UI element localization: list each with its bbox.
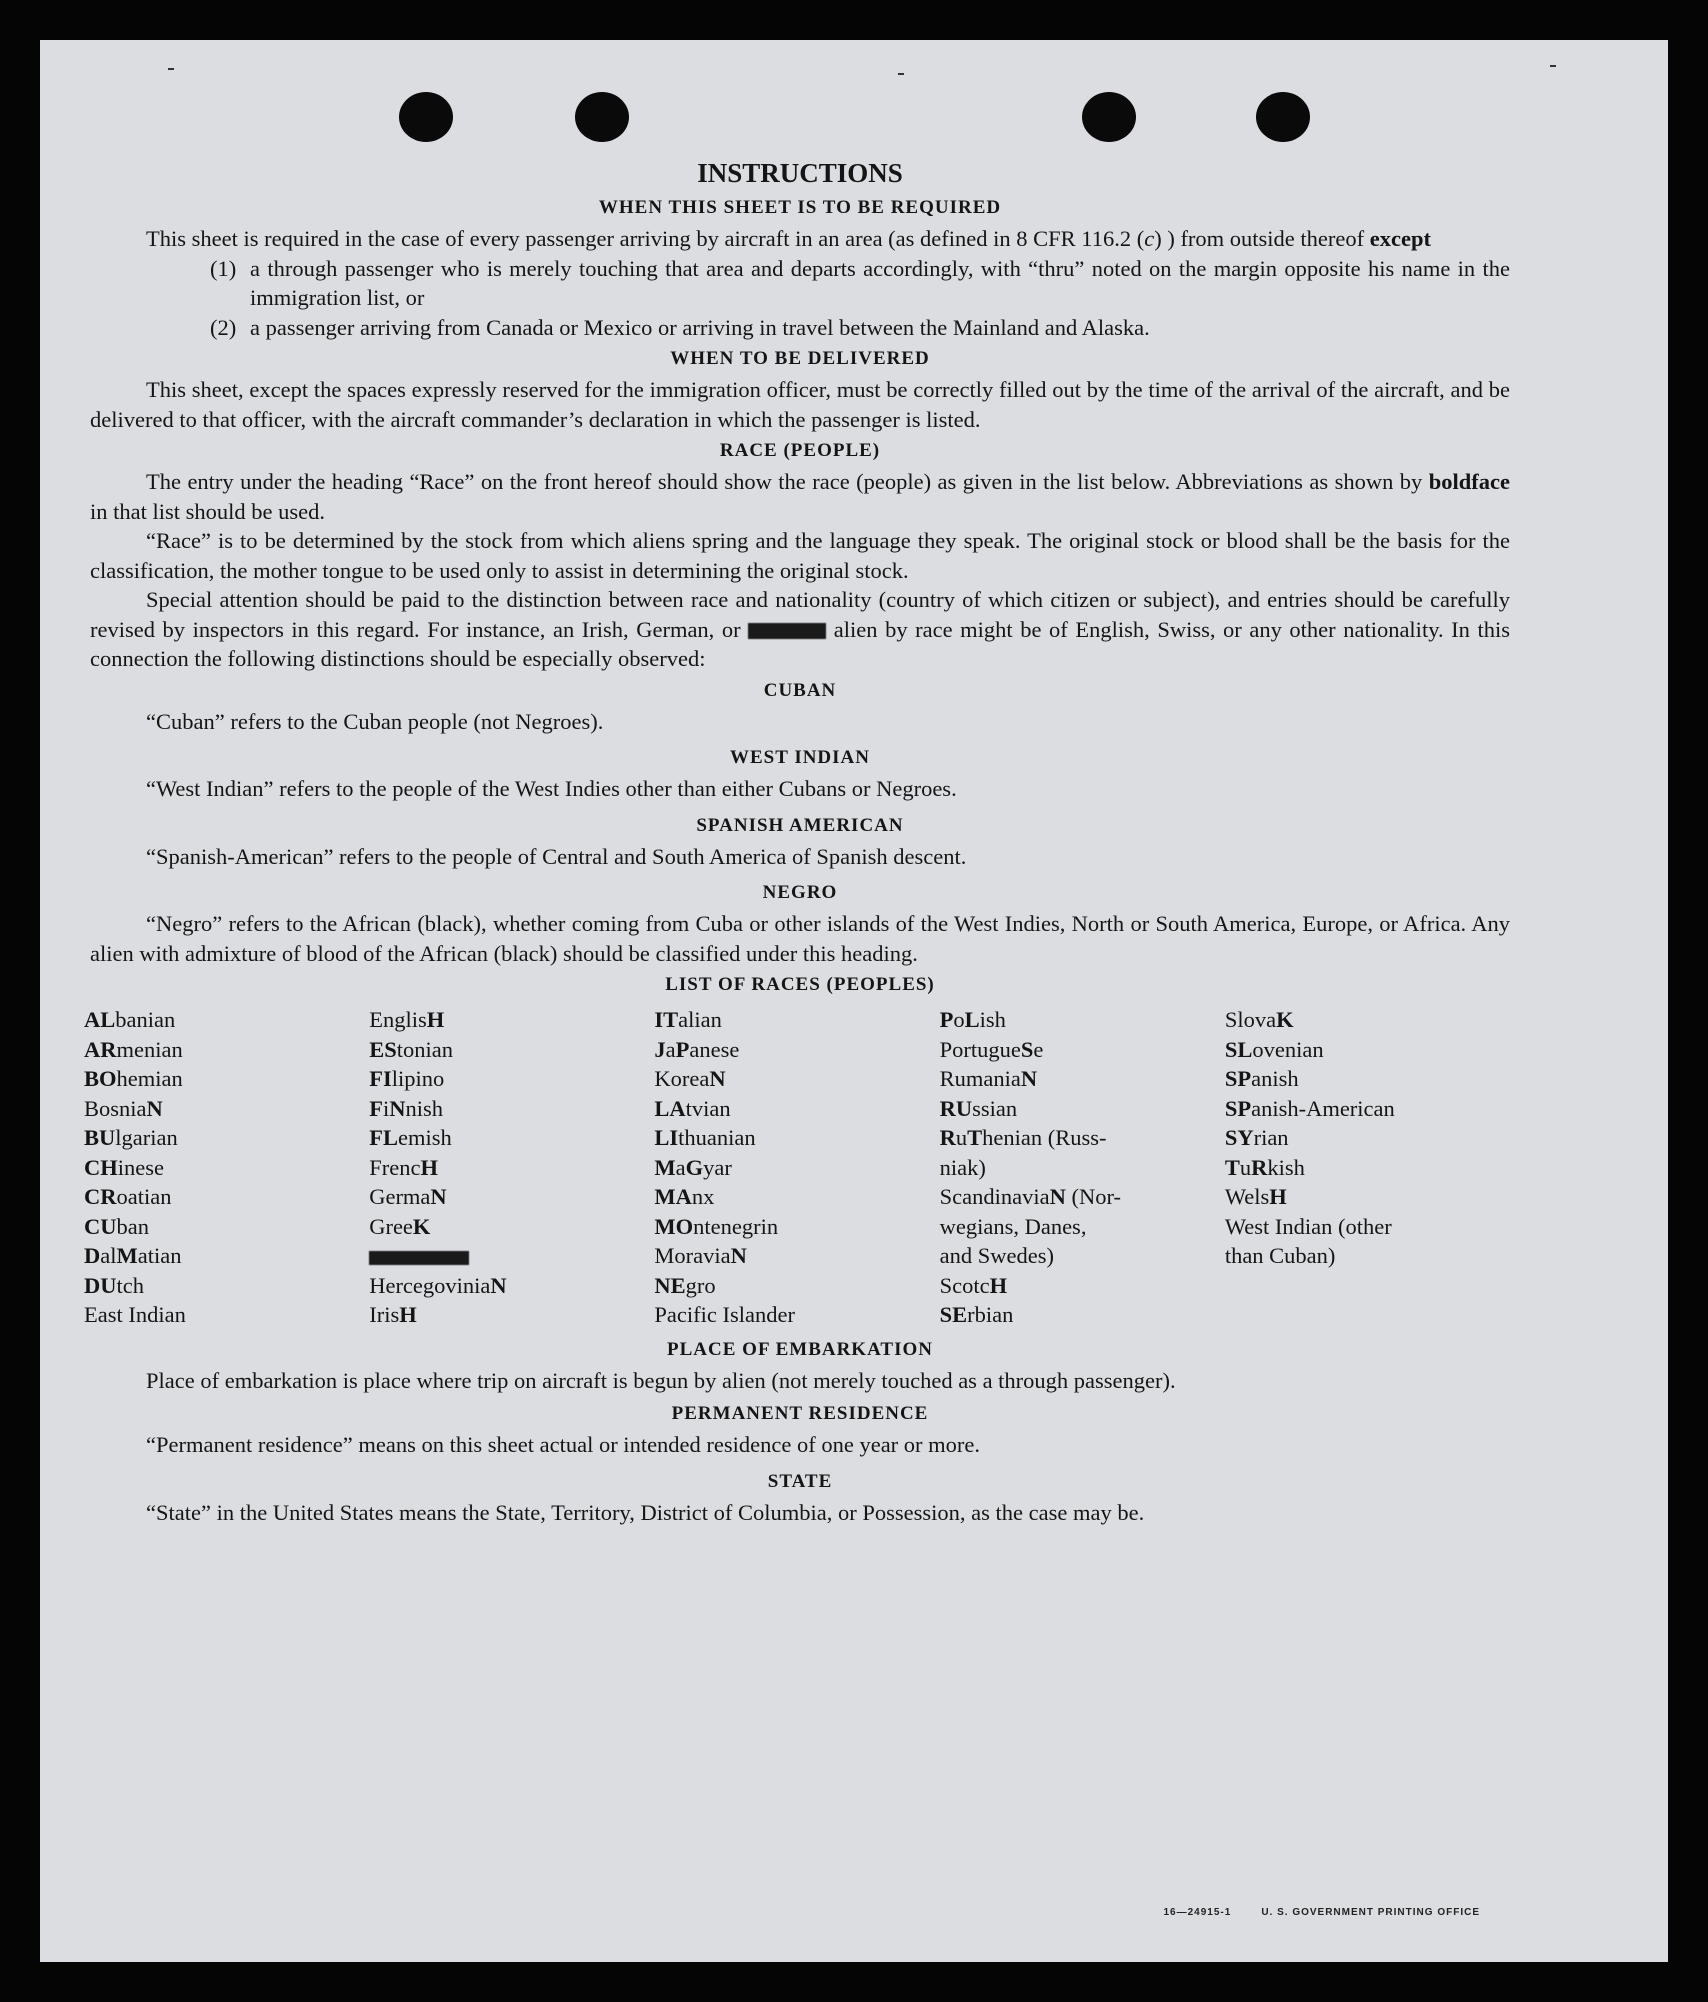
race-entry: FLemish: [369, 1125, 452, 1150]
section-heading-delivered: WHEN TO BE DELIVERED: [670, 348, 930, 369]
race-entry: JaPanese: [654, 1036, 740, 1062]
race-entry: IrisH: [369, 1302, 417, 1327]
race-entry: HercegoviniaN: [369, 1272, 507, 1298]
race-entry: East Indian: [84, 1302, 186, 1327]
race-paragraph: The entry under the heading “Race” on the front hereof should show the race (people) as given in the list below. Abbreviations as shown by boldface in that list should be used.: [90, 469, 1510, 524]
speck: [168, 68, 174, 70]
race-paragraph: Special attention should be paid to the distinction between race and nationality (country of which citizen or subject), and entries should be carefully revised by inspectors in this regard. For instance, an Irish, German, or alien by race might be of English, Swiss, or any other nationality. In this connection the following distinctions should be especially observed:: [90, 587, 1510, 671]
redaction-mark: [369, 1251, 469, 1265]
definition-text: “West Indian” refers to the people of the West Indies other than either Cubans or Negroes.: [146, 776, 957, 801]
race-entry: SYrian: [1224, 1125, 1289, 1150]
race-entry: RUssian: [939, 1095, 1018, 1121]
speck: [1550, 65, 1556, 67]
definition-heading: SPANISH AMERICAN: [696, 814, 904, 836]
section-heading-required: WHEN THIS SHEET IS TO BE REQUIRED: [598, 197, 1002, 218]
race-entry: DalMatian: [84, 1243, 182, 1268]
race-entry: ARmenian: [84, 1036, 183, 1062]
punch-hole: [1082, 92, 1136, 142]
state-paragraph: “State” in the United States means the State, Territory, District of Columbia, or Possession, as the case may be.: [146, 1499, 1145, 1525]
exception-item: (2) a passenger arriving from Canada or Mexico or arriving in travel between the Mainland and Alaska.: [210, 314, 1150, 340]
definition-heading: NEGRO: [762, 882, 838, 903]
race-entry: ALbanian: [84, 1007, 176, 1032]
race-entry: CRoatian: [84, 1184, 172, 1209]
section-heading-state: STATE: [767, 1470, 833, 1492]
race-entry: Pacific Islander: [654, 1302, 795, 1327]
race-entry: DUtch: [84, 1272, 144, 1298]
race-column: [1225, 1005, 1510, 1330]
race-entry: CUban: [84, 1213, 149, 1239]
definition-heading: WEST INDIAN: [730, 747, 870, 768]
race-column: [84, 1005, 369, 1330]
document-page: [40, 40, 1668, 1962]
race-entry: EnglisH: [369, 1007, 445, 1032]
race-entry: ScandinaviaN (Nor- wegians, Danes, and Swedes): [939, 1184, 1121, 1268]
page-title: INSTRUCTIONS: [697, 158, 903, 188]
instructions-body: [84, 155, 1510, 1527]
race-list: [84, 1005, 1510, 1330]
race-entry: PoLish: [939, 1007, 1006, 1032]
delivered-paragraph: This sheet, except the spaces expressly reserved for the immigration officer, must be correctly filled out by the time of the arrival of the aircraft, and be delivered to that officer, with the aircraft commander’s declaration in which the passenger is listed.: [90, 377, 1510, 432]
form-number: 16—24915-1: [1163, 1906, 1232, 1918]
race-entry: MoraviaN: [654, 1243, 747, 1268]
race-entry: LIthuanian: [654, 1125, 756, 1150]
residence-paragraph: “Permanent residence” means on this sheet actual or intended residence of one year or more.: [146, 1432, 981, 1457]
race-entry: ITalian: [654, 1007, 722, 1032]
race-entry: BUlgarian: [84, 1125, 178, 1150]
race-entry: GermaN: [369, 1184, 447, 1209]
race-entry: SPanish: [1224, 1066, 1299, 1091]
race-entry: MAnx: [654, 1184, 715, 1209]
race-column: [654, 1005, 939, 1330]
race-entry: BosniaN: [84, 1095, 163, 1121]
race-entry: SPanish-American: [1224, 1095, 1395, 1121]
race-entry: BOhemian: [84, 1066, 183, 1091]
race-entry: FiNnish: [369, 1095, 443, 1121]
definition-text: “Spanish-American” refers to the people of Central and South America of Spanish descent.: [146, 843, 967, 869]
race-entry: SLovenian: [1224, 1036, 1324, 1062]
definition-text: “Cuban” refers to the Cuban people (not Negroes).: [146, 708, 604, 734]
required-paragraph: This sheet is required in the case of every passenger arriving by aircraft in an area (as defined in 8 CFR 116.2 (c) ) from outside thereof except: [146, 226, 1431, 251]
section-heading-residence: PERMANENT RESIDENCE: [671, 1403, 929, 1424]
race-entry: CHinese: [84, 1154, 164, 1180]
printing-office: U. S. GOVERNMENT PRINTING OFFICE: [1261, 1906, 1480, 1918]
race-entry: FrencH: [369, 1154, 438, 1180]
race-entry: KoreaN: [654, 1066, 726, 1091]
race-entry: EStonian: [369, 1036, 453, 1062]
list-heading: LIST OF RACES (PEOPLES): [665, 974, 935, 995]
race-entry: RumaniaN: [939, 1066, 1038, 1091]
definition-heading: CUBAN: [763, 679, 837, 701]
race-column: [940, 1005, 1225, 1330]
race-entry: SlovaK: [1224, 1007, 1294, 1032]
definition-text: “Negro” refers to the African (black), whether coming from Cuba or other islands of the West Indies, North or South America, Europe, or Africa. Any alien with admixture of blood of the African (black) should be classified under this heading.: [90, 911, 1510, 966]
race-entry: WelsH: [1224, 1184, 1287, 1209]
race-entry: LAtvian: [654, 1095, 731, 1121]
punch-hole: [575, 92, 629, 142]
race-entry: RuThenian (Russ- niak): [939, 1125, 1107, 1180]
race-entry: FIlipino: [369, 1066, 445, 1091]
race-entry: [369, 1241, 654, 1271]
punch-hole: [399, 92, 453, 142]
printing-code: [1133, 1898, 1480, 1928]
race-entry: SErbian: [939, 1302, 1014, 1327]
race-entry: NEgro: [654, 1272, 716, 1298]
race-entry: West Indian (other than Cuban): [1224, 1213, 1392, 1268]
redaction-mark: [748, 623, 826, 639]
race-paragraph: “Race” is to be determined by the stock from which aliens spring and the language they speak. The original stock or blood shall be the basis for the classification, the mother tongue to be used only to assist in determining the original stock.: [90, 528, 1510, 583]
race-entry: PortugueSe: [939, 1036, 1044, 1062]
section-heading-embarkation: PLACE OF EMBARKATION: [667, 1338, 933, 1360]
section-heading-race: RACE (PEOPLE): [719, 440, 881, 461]
race-entry: TuRkish: [1224, 1154, 1305, 1180]
embarkation-paragraph: Place of embarkation is place where trip on aircraft is begun by alien (not merely touched as a through passenger).: [146, 1367, 1176, 1393]
race-entry: MaGyar: [654, 1154, 732, 1180]
race-column: [369, 1005, 654, 1330]
race-entry: MOntenegrin: [654, 1213, 779, 1239]
race-entry: GreeK: [369, 1213, 431, 1239]
speck: [898, 73, 904, 75]
race-entry: ScotcH: [939, 1272, 1008, 1298]
punch-hole: [1256, 92, 1310, 142]
exception-item: (1) a through passenger who is merely touching that area and departs accordingly, with “thru” noted on the margin opposite his name in the immigration list, or: [210, 255, 1510, 310]
